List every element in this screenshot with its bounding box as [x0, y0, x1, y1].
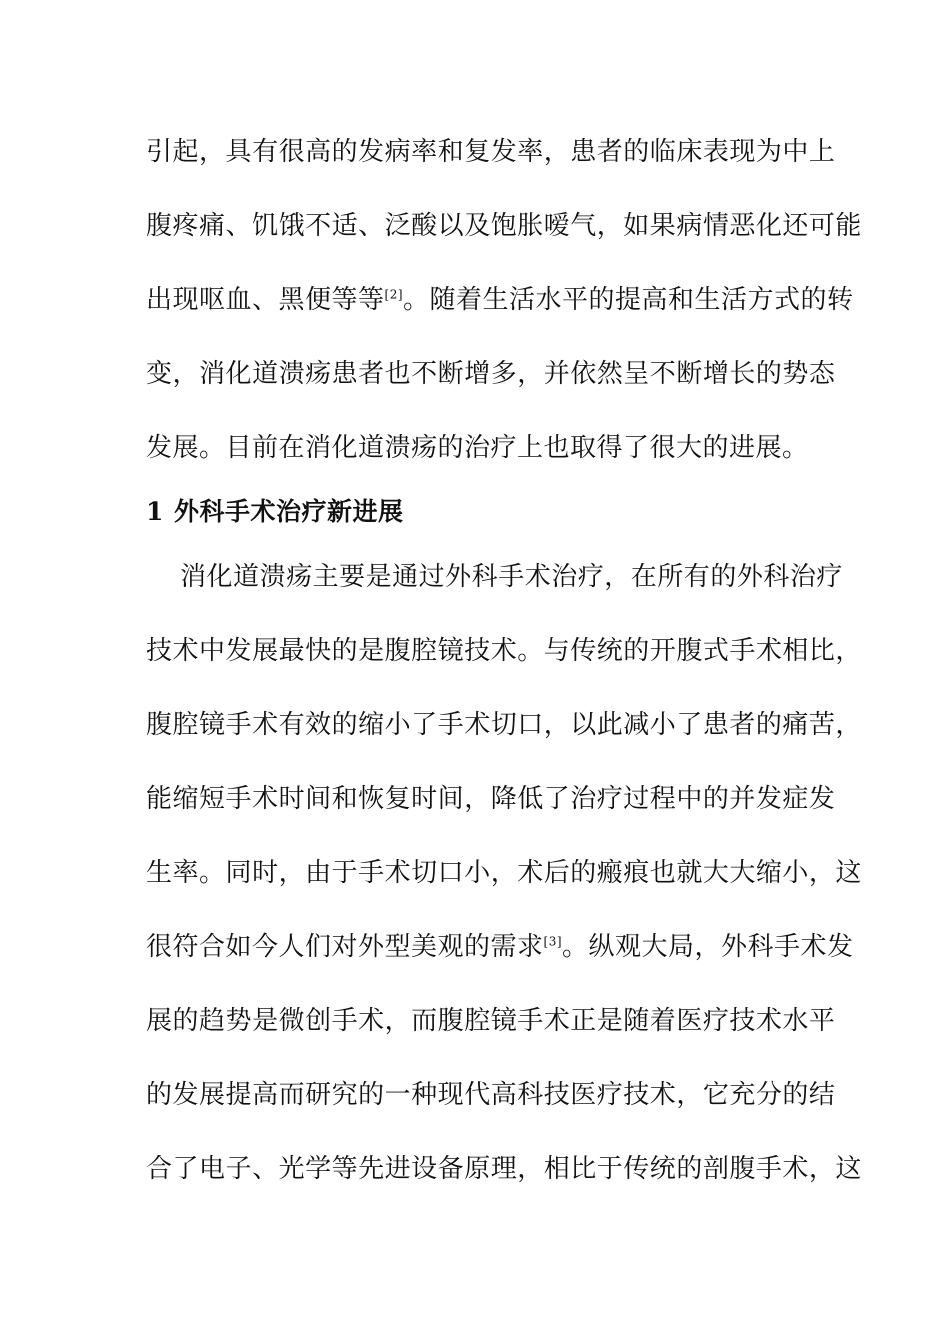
body-text-line: 合 了 电 子 、 光 学 等 先 进 设 备 原 理 ， 相 比 于 传 统 的 剖 腹 手 术 ， 这 [146, 1154, 862, 1184]
body-text-line: 腹 腔 镜 手 术 有 效 的 缩 小 了 手 术 切 口 ， 以 此 减 小 了 患 者 的 痛 苦 ， [146, 710, 862, 740]
body-text-line [146, 283, 854, 317]
body-text-line: 消 化 道 溃 疡 主 要 是 通 过 外 科 手 术 治 疗 ， 在 所 有 的 外 科 治 疗 [180, 562, 843, 592]
body-text-line: 技 术 中 发 展 最 快 的 是 腹 腔 镜 技 术 。 与 传 统 的 开 腹 式 手 术 相 比 ， [146, 636, 862, 666]
body-text-line: 发展。目前在消化道溃疡的治疗上也取得了很大的进展。 [146, 433, 809, 463]
section-number: 1 [146, 497, 164, 526]
body-text-line: 能 缩 短 手 术 时 间 和 恢 复 时 间 ， 降 低 了 治 疗 过 程 中 的 并 发 症 发 [146, 784, 836, 814]
citation-ref: [3] [543, 934, 563, 949]
section-title: 外科手术治疗新进展 [174, 497, 404, 526]
body-text-line: 展 的 趋 势 是 微 创 手 术 ， 而 腹 腔 镜 手 术 正 是 随 着 医 疗 技 术 水 平 [146, 1006, 836, 1036]
citation-ref: [2] [384, 287, 404, 302]
body-text-line [146, 930, 854, 964]
body-text-segment: 。纵观大局，外科手术发 [562, 932, 854, 962]
body-text-line: 腹 疼 痛 、 饥 饿 不 适 、 泛 酸 以 及 饱 胀 嗳 气 ， 如 果 病 情 恶 化 还 可 能 [146, 211, 862, 241]
section-heading [146, 495, 806, 529]
body-text-line: 生 率 。 同 时 ， 由 于 手 术 切 口 小 ， 术 后 的 瘢 痕 也 就 大 大 缩 小 ， 这 [146, 858, 862, 888]
body-text-segment: 出现呕血、黑便等等 [146, 285, 385, 315]
body-text-line: 变 ， 消 化 道 溃 疡 患 者 也 不 断 增 多 ， 并 依 然 呈 不 断 增 长 的 势 态 [146, 359, 836, 389]
body-text-segment: 。随着生活水平的提高和生活方式的转 [403, 285, 854, 315]
body-text-line: 的 发 展 提 高 而 研 究 的 一 种 现 代 高 科 技 医 疗 技 术 ， 它 充 分 的 结 [146, 1080, 836, 1110]
body-text-line: 引 起 ， 具 有 很 高 的 发 病 率 和 复 发 率 ， 患 者 的 临 床 表 现 为 中 上 [146, 137, 836, 167]
body-text-segment: 很符合如今人们对外型美观的需求 [146, 932, 544, 962]
